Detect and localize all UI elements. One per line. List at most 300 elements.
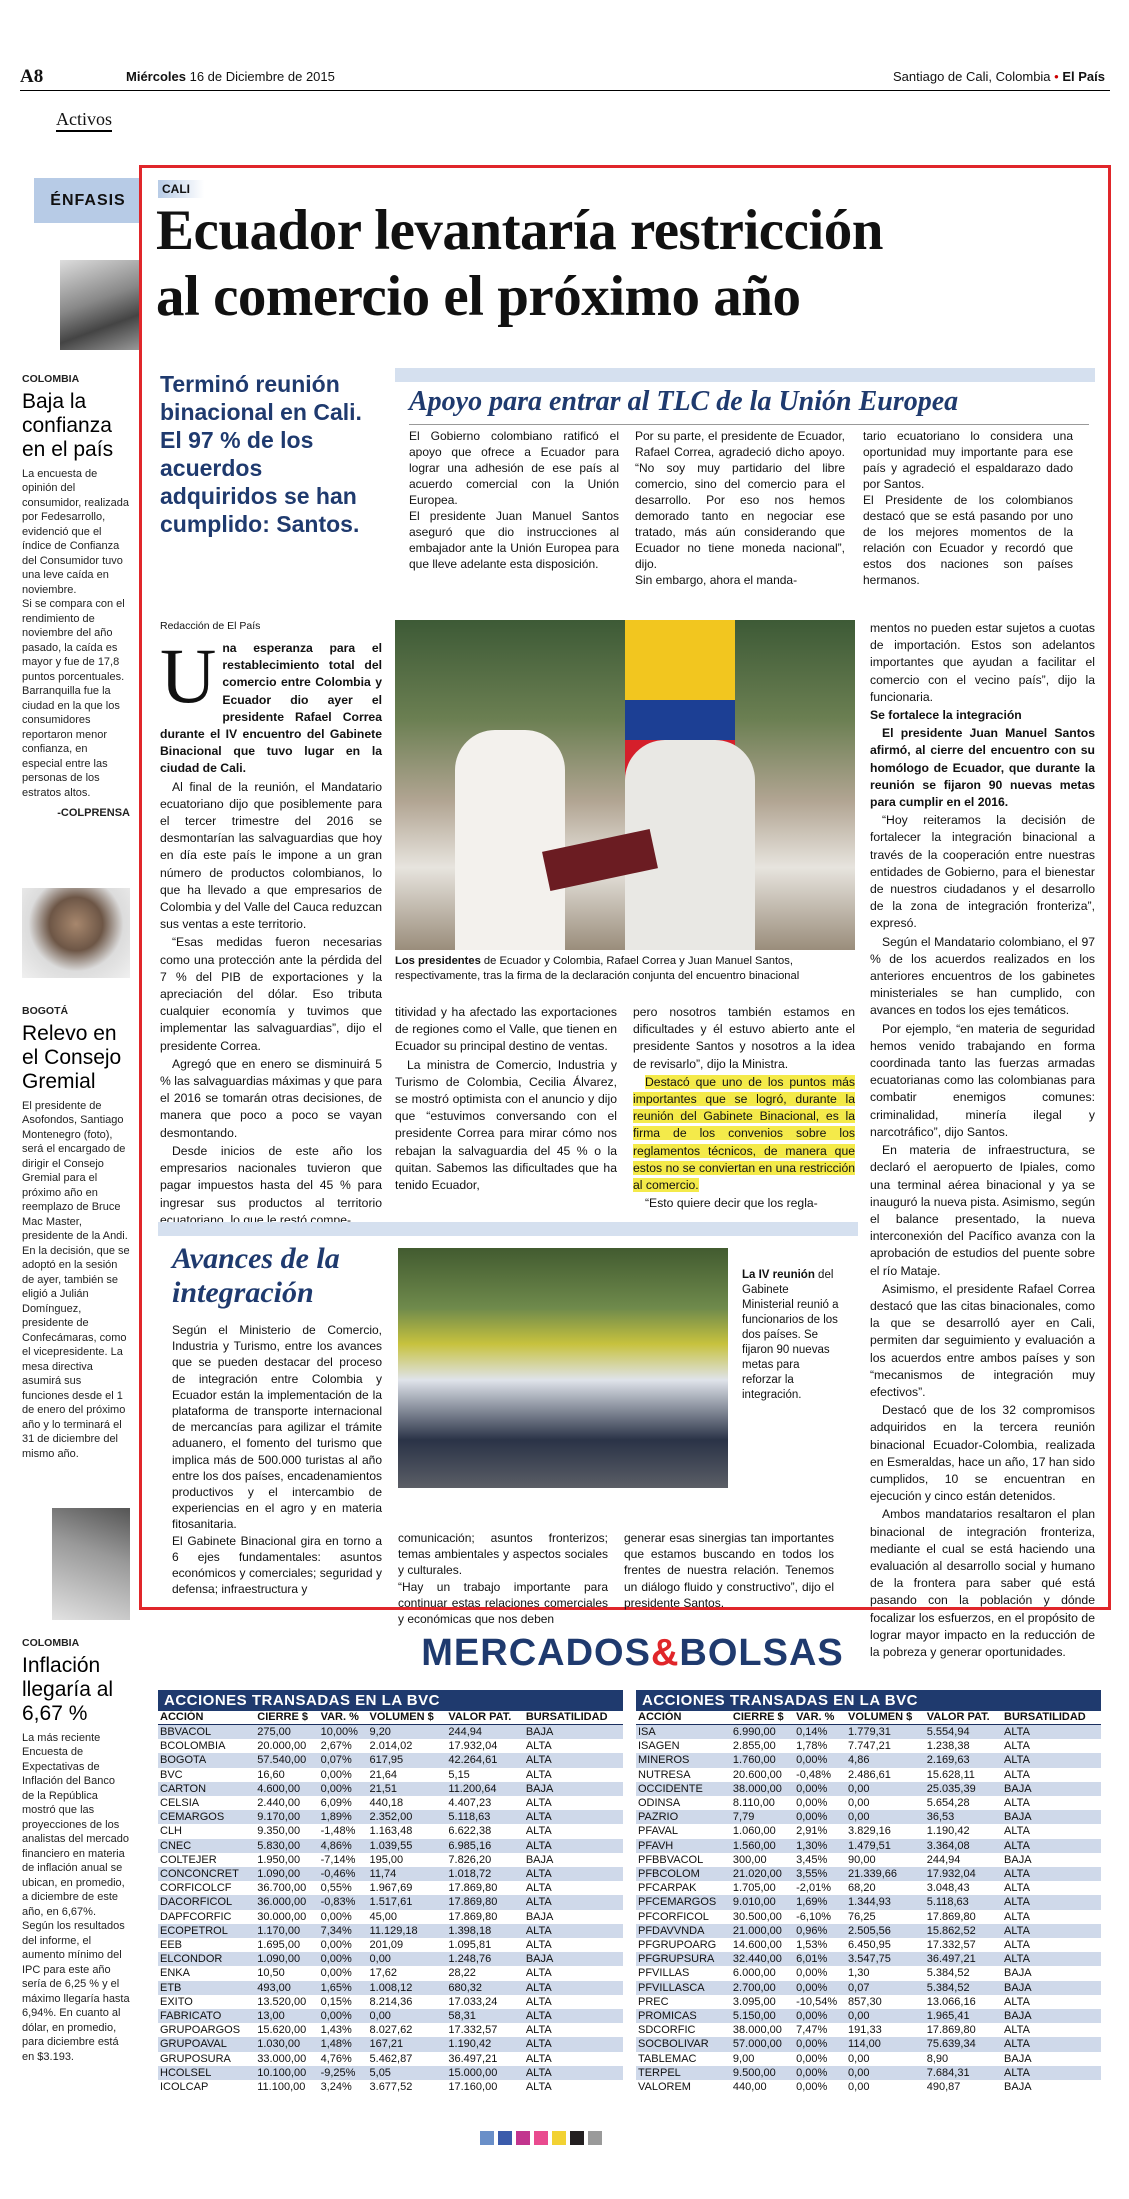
stock-cell: BAJA bbox=[525, 1853, 554, 1866]
stock-cell: 5.118,63 bbox=[446, 1810, 523, 1824]
stock-row bbox=[636, 1768, 1101, 1782]
sidebar-photo-2 bbox=[22, 888, 130, 978]
stock-cell: 5.118,63 bbox=[925, 1895, 1002, 1909]
stock-cell: 300,00 bbox=[732, 1853, 767, 1866]
stock-cell: 1.965,41 bbox=[925, 2009, 1002, 2023]
stock-cell: 7.747,21 bbox=[848, 1740, 891, 1753]
stock-cell: 7,34% bbox=[319, 1924, 368, 1938]
page-header bbox=[0, 0, 1129, 129]
stock-cell: 13,00 bbox=[255, 2009, 318, 2023]
stock-row bbox=[636, 1952, 1101, 1966]
stock-cell: VALOREM bbox=[638, 2081, 691, 2094]
stock-cell: NUTRESA bbox=[638, 1768, 691, 1781]
stock-cell: 1.560,00 bbox=[731, 1839, 794, 1853]
integration-box-col-3: generar esas sinergias tan importantes que estamos buscando en todos los frentes de nuestra relación. Tenemos un diálogo fluido y constructivo”, dijo el presidente Santos. bbox=[624, 1531, 834, 1610]
stock-cell: 1.248,76 bbox=[446, 1952, 523, 1966]
stock-cell: 5.462,87 bbox=[369, 2052, 413, 2065]
stock-cell: ALTA bbox=[1004, 1768, 1030, 1781]
stock-cell: ALTA bbox=[1002, 1924, 1101, 1938]
stock-cell: 1.030,00 bbox=[255, 2037, 318, 2051]
tlc-box-rule bbox=[409, 424, 1089, 425]
stock-cell: 9.350,00 bbox=[257, 1825, 301, 1838]
stock-cell: 10.100,00 bbox=[255, 2066, 318, 2080]
stock-cell: 17.932,04 bbox=[925, 1867, 1002, 1881]
stock-cell: 0,00 bbox=[846, 2009, 925, 2023]
stock-cell: ALTA bbox=[525, 1768, 552, 1781]
stock-cell: ENKA bbox=[160, 1967, 190, 1980]
sidebar-item-2 bbox=[22, 1004, 130, 1461]
stock-cell: ALTA bbox=[1004, 2024, 1030, 2037]
stock-row bbox=[158, 1938, 623, 1952]
stock-cell: 0,00 bbox=[848, 1797, 870, 1810]
stock-cell: 5.830,00 bbox=[255, 1839, 318, 1853]
stock-row bbox=[158, 1725, 623, 1740]
article-photo-presidents bbox=[395, 620, 866, 960]
integration-box-col-1: Según el Ministerio de Comercio, Industria y Turismo, entre los avances que se pueden destacar del proceso de integración entre Colombia y Ecuador están la implementación de la plataforma de transporte internacional de mercancías para agilizar el trámite aduanero, el fomento del turismo que implica más de 500.000 turistas al año entre los dos países, encadenamientos productivos y el intercambio de experiencias en el agro y en materia fitosanitaria. El Gabinete Binacional gira en torno a 6 ejes fundamentales: asuntos económicos y comerciales; seguridad y defensa; infraestructura y bbox=[172, 1323, 382, 1597]
stock-cell: ALTA bbox=[524, 2066, 623, 2080]
stock-cell: 1.170,00 bbox=[255, 1924, 318, 1938]
stock-cell: 0,00% bbox=[794, 1981, 846, 1995]
stock-cell: ALTA bbox=[524, 1924, 623, 1938]
stock-cell: 4.407,23 bbox=[448, 1797, 492, 1810]
stock-cell: BAJA bbox=[524, 1725, 623, 1740]
stock-cell: ALTA bbox=[1004, 1939, 1030, 1952]
stock-row bbox=[636, 1981, 1101, 1995]
stock-row bbox=[158, 1839, 623, 1853]
stock-cell: 9.170,00 bbox=[255, 1810, 318, 1824]
stock-cell: BAJA bbox=[1002, 2009, 1101, 2023]
stock-cell: PFBCOLOM bbox=[636, 1867, 731, 1881]
stock-cell: 33.000,00 bbox=[257, 2052, 307, 2065]
stock-cell: 0,00 bbox=[846, 1810, 925, 1824]
article-headline: Ecuador levantaría restricción al comercio el próximo año bbox=[156, 199, 883, 328]
stock-cell: -2,01% bbox=[796, 1882, 831, 1895]
stock-cell: 1.695,00 bbox=[257, 1939, 301, 1952]
stock-cell: 15.628,11 bbox=[926, 1768, 975, 1781]
stock-row bbox=[158, 1768, 623, 1782]
stock-cell: EEB bbox=[160, 1939, 183, 1952]
stock-cell: 28,22 bbox=[448, 1967, 476, 1980]
stock-cell: 1.479,51 bbox=[846, 1839, 925, 1853]
stock-cell: 0,55% bbox=[320, 1882, 352, 1895]
stock-cell: GRUPOAVAL bbox=[158, 2037, 255, 2051]
stock-cell: 15.862,52 bbox=[925, 1924, 1002, 1938]
stock-cell: 0,15% bbox=[320, 1995, 352, 2008]
page-number: A8 bbox=[20, 66, 44, 87]
stock-cell: 76,25 bbox=[848, 1910, 876, 1923]
stock-row bbox=[636, 1725, 1101, 1740]
stock-row bbox=[158, 2052, 623, 2066]
stock-cell: PFGRUPOARG bbox=[638, 1939, 717, 1952]
stock-cell: 6,09% bbox=[320, 1797, 352, 1810]
stock-cell: 244,94 bbox=[446, 1725, 523, 1740]
integration-photo bbox=[398, 1248, 739, 1523]
stock-cell: -0,46% bbox=[319, 1867, 368, 1881]
stock-cell: PFCORFICOL bbox=[638, 1910, 709, 1923]
stock-cell: ALTA bbox=[525, 1825, 552, 1838]
stock-cell: 1.398,18 bbox=[446, 1924, 523, 1938]
stock-row bbox=[158, 1739, 623, 1753]
stock-cell: 0,00% bbox=[794, 1782, 846, 1796]
stock-cell: DACORFICOL bbox=[158, 1895, 255, 1909]
header-day: Miércoles bbox=[126, 69, 186, 84]
stock-cell: 0,00% bbox=[320, 1910, 352, 1923]
stock-cell: ALTA bbox=[525, 2052, 552, 2065]
stock-cell: 0,00% bbox=[320, 1967, 352, 1980]
stock-cell: ALTA bbox=[525, 1995, 552, 2008]
stock-cell: 45,00 bbox=[369, 1910, 398, 1923]
article-kicker: CALI bbox=[158, 180, 204, 198]
stock-cell: 1.060,00 bbox=[732, 1825, 776, 1838]
stock-row bbox=[636, 2052, 1101, 2066]
stock-cell: 15.000,00 bbox=[446, 2066, 523, 2080]
stock-cell: 617,95 bbox=[368, 1753, 447, 1767]
stock-cell: 1.950,00 bbox=[257, 1853, 301, 1866]
sidebar-item-1-tag: COLOMBIA bbox=[22, 373, 80, 385]
stock-cell: 17.869,80 bbox=[926, 1910, 976, 1923]
stock-cell: 1.163,48 bbox=[369, 1825, 413, 1838]
stock-cell: 15.620,00 bbox=[257, 2024, 307, 2037]
stock-cell: ALTA bbox=[524, 2037, 623, 2051]
stock-cell: 1.090,00 bbox=[255, 1952, 318, 1966]
stock-cell: ECOPETROL bbox=[158, 1924, 255, 1938]
article-byline: Redacción de El País bbox=[160, 620, 261, 632]
stock-row bbox=[636, 1782, 1101, 1796]
stock-cell: CEMARGOS bbox=[158, 1810, 255, 1824]
stock-cell: 3.095,00 bbox=[732, 1995, 776, 2008]
stock-cell: -0,48% bbox=[796, 1768, 831, 1781]
stock-cell: 167,21 bbox=[368, 2037, 447, 2051]
article-deck: Terminó reunión binacional en Cali. El 97 % de los acuerdos adquiridos se han cumplido: Santos. bbox=[160, 371, 362, 537]
stock-cell: 195,00 bbox=[369, 1853, 404, 1866]
stock-cell: 1,30% bbox=[794, 1839, 846, 1853]
stock-cell: 38.000,00 bbox=[731, 1782, 794, 1796]
stock-cell: 9,20 bbox=[368, 1725, 447, 1740]
stock-cell: 14.600,00 bbox=[732, 1939, 782, 1952]
stock-cell: ALTA bbox=[1004, 1825, 1030, 1838]
sidebar-item-3-tag: COLOMBIA bbox=[22, 1637, 80, 1649]
stock-row bbox=[636, 1796, 1101, 1810]
sidebar-item-1 bbox=[22, 372, 130, 821]
stock-cell: ALTA bbox=[525, 1967, 552, 1980]
article-col-1: U na esperanza para el restablecimiento total del comercio entre Colombia y Ecuador dio ayer el presidente Rafael Correa durante el IV encuentro del Gabinete Binacional que tuvo lugar en la ciudad de Cali. Al final de la reunión, el Mandatario ecuatoriano dijo que posiblemente para el tercer trimestre del 2016 se desmontarían las salvaguardias que hoy en día este país le impone a un gran número de productos colombianos, lo que ha llevado a que empresarios de Colombia y del Valle del Cauca reduzcan sus ventas a este territorio. “Esas medidas fueron necesarias como una protección ante la pérdida del 7 % del PIB de exportaciones y la apreciación del dólar. Eso tributa cualquier economía y tuvimos que implementar las salvaguardias”, dijo el presidente Correa. Agregó que en enero se disminuirá 5 % las salvaguardias máximas y que para el 2016 se tomarán otras decisiones, de manera que poco a poco se vayan desmontando. Desde inicios de este año los empresarios nacionales tuvieron que pagar impuestos hasta del 45 % para ingresar sus productos al territorio ecuatoriano, lo que le restó compe- bbox=[160, 632, 382, 1227]
stock-cell: 2,67% bbox=[320, 1740, 352, 1753]
stock-cell: 6,01% bbox=[794, 1952, 846, 1966]
stock-cell: ALTA bbox=[1002, 2037, 1101, 2051]
stock-cell: 3,45% bbox=[796, 1853, 828, 1866]
stock-cell: ALTA bbox=[524, 1981, 623, 1995]
stock-cell: ALTA bbox=[525, 1882, 552, 1895]
stock-cell: ALTA bbox=[524, 1895, 623, 1909]
stock-cell: BAJA bbox=[1004, 1967, 1032, 1980]
stock-cell: 36.497,21 bbox=[448, 2052, 498, 2065]
stock-cell: 1.967,69 bbox=[369, 1882, 413, 1895]
color-swatch bbox=[588, 2131, 602, 2145]
stock-cell: 3.547,75 bbox=[846, 1952, 925, 1966]
stock-cell: 13.066,16 bbox=[926, 1995, 976, 2008]
stock-cell: 191,33 bbox=[848, 2024, 882, 2037]
stock-cell: 42.264,61 bbox=[446, 1753, 523, 1767]
stock-row bbox=[636, 1881, 1101, 1895]
stock-cell: 1.190,42 bbox=[446, 2037, 523, 2051]
photo-1-credit: JOSÉ LUIS GUZMÁN | EL PAÍS bbox=[859, 860, 866, 960]
tlc-box-col-3: tario ecuatoriano lo considera una oportunidad muy importante para ese país y agradeció el espaldarazo dado por Santos. El Presidente de los colombianos destacó que se está pasando por uno de los mejores momentos de la relación con Ecuador y recordó que estos dos naciones son países hermanos. bbox=[863, 429, 1073, 587]
stock-cell: -9,25% bbox=[319, 2066, 368, 2080]
stock-cell: CARTON bbox=[158, 1782, 255, 1796]
highlighted-quote: Destacó que uno de los puntos más importantes que se logró, durante la reunión del Gabinete Binacional, es la firma de los convenios sobre los reglamentos técnicos, de manera que estos no se conviertan en una restricción al comercio. bbox=[633, 1074, 855, 1193]
stock-row bbox=[636, 1995, 1101, 2009]
stock-cell: 114,00 bbox=[846, 2037, 925, 2051]
stock-row bbox=[158, 1910, 623, 1924]
stock-cell: 1,69% bbox=[794, 1895, 846, 1909]
stock-row bbox=[636, 2037, 1101, 2051]
stock-cell: FABRICATO bbox=[158, 2009, 255, 2023]
stock-cell: 1,53% bbox=[796, 1939, 828, 1952]
stock-cell: 5.554,94 bbox=[925, 1725, 1002, 1740]
stock-cell: 21.020,00 bbox=[731, 1867, 794, 1881]
color-swatch bbox=[498, 2131, 512, 2145]
stock-cell: 3,55% bbox=[794, 1867, 846, 1881]
integration-box-col-2: comunicación; asuntos fronterizos; temas ambientales y aspectos sociales y culturales. “Hay un trabajo importante para continuar estas relaciones comerciales y económicas que nos deben bbox=[398, 1531, 608, 1627]
sidebar-item-2-head: Relevo en el Consejo Gremial bbox=[22, 1021, 122, 1093]
color-swatch bbox=[516, 2131, 530, 2145]
stock-row bbox=[158, 1981, 623, 1995]
stock-cell: 0,14% bbox=[794, 1725, 846, 1740]
stock-cell: ALTA bbox=[525, 1797, 552, 1810]
stock-cell: 7.826,20 bbox=[448, 1853, 492, 1866]
stock-cell: -6,10% bbox=[796, 1910, 831, 1923]
integration-box-title: Avances de la integración bbox=[172, 1242, 340, 1309]
market-table-left-title: ACCIONES TRANSADAS EN LA BVC bbox=[158, 1690, 623, 1711]
stock-cell: 10,50 bbox=[257, 1967, 285, 1980]
stock-cell: 20.000,00 bbox=[257, 1740, 307, 1753]
stock-cell: CLH bbox=[160, 1825, 183, 1838]
stock-row bbox=[636, 1824, 1101, 1838]
sidebar-item-3-body: La más reciente Encuesta de Expectativas de Inflación del Banco de la República mostró que las proyecciones de los analistas del mercado financiero en materia de inflación anual se ubican, en promedio, a diciembre de este año, en 6,67%. Según los resultados del informe, el aumento mínimo del IPC para este año sería de 6,25 % y el máximo llegaría hasta 6,94%. En cuanto al dólar, en promedio, para diciembre está en $3.193. bbox=[22, 1731, 130, 2063]
sidebar bbox=[22, 178, 132, 2098]
stock-cell: 11.129,18 bbox=[368, 1924, 447, 1938]
stock-cell: 1.779,31 bbox=[846, 1725, 925, 1740]
stock-cell: 13.520,00 bbox=[257, 1995, 307, 2008]
stock-cell: ALTA bbox=[525, 2024, 552, 2037]
stock-cell: 9,00 bbox=[732, 2052, 755, 2065]
stock-cell: 75.639,34 bbox=[925, 2037, 1002, 2051]
stock-cell: -0,83% bbox=[319, 1895, 368, 1909]
stock-cell: 21.339,66 bbox=[846, 1867, 925, 1881]
stock-cell: PFCARPAK bbox=[638, 1882, 697, 1895]
header-location: Santiago de Cali, Colombia • El País bbox=[893, 69, 1105, 84]
stock-cell: 4,86% bbox=[319, 1839, 368, 1853]
stock-cell: 5,15 bbox=[448, 1768, 470, 1781]
stock-cell: 8.214,36 bbox=[369, 1995, 413, 2008]
stock-cell: 244,94 bbox=[926, 1853, 961, 1866]
stock-cell: ALTA bbox=[524, 1867, 623, 1881]
stock-cell: 1,48% bbox=[319, 2037, 368, 2051]
stock-cell: ALTA bbox=[524, 2009, 623, 2023]
market-table-left bbox=[158, 1690, 623, 2094]
stock-cell: 1.095,81 bbox=[448, 1939, 492, 1952]
sidebar-item-1-body: La encuesta de opinión del consumidor, realizada por Fedesarrollo, evidenció que el índice de Confianza del Consumidor tuvo una leve caída en noviembre. Si se compara con el rendimiento de noviembre del año pasado, la caída es mayor y fue de 17,8 puntos porcentuales. Barranquilla fue la ciudad en la que los consumidores reportaron menor confianza, en especial entre las personas de los estratos altos. bbox=[22, 467, 130, 799]
market-title: MERCADOS&BOLSAS bbox=[421, 1632, 844, 1674]
sidebar-item-3 bbox=[22, 1636, 130, 2064]
tlc-box-col-2: Por su parte, el presidente de Ecuador, Rafael Correa, agradeció dicho apoyo. “No soy muy partidario del libre comercio, sino del comercio para el desarrollo. Por eso nos hemos demorado tanto en negociar ese tratado, más aún considerando que Ecuador no tiene moneda nacional”, dijo. Sin embargo, ahora el manda- bbox=[635, 429, 845, 587]
stock-cell: 275,00 bbox=[255, 1725, 318, 1740]
stock-cell: 1.344,93 bbox=[846, 1895, 925, 1909]
stock-cell: 30.500,00 bbox=[732, 1910, 782, 1923]
stock-row bbox=[158, 1782, 623, 1796]
stock-cell: ALTA bbox=[1002, 1952, 1101, 1966]
stock-row bbox=[158, 2023, 623, 2037]
stock-cell: SOCBOLIVAR bbox=[636, 2037, 731, 2051]
sidebar-item-2-body: El presidente de Asofondos, Santiago Montenegro (foto), será el encargado de dirigir el Consejo Gremial para el próximo año en reemplazo de Bruce Mac Master, presidente de la Andi. En la decisión, que se adoptó en la sesión de ayer, también se eligió a Julián Domínguez, presidente de Confecámaras, como el vicepresidente. La mesa directiva asumirá sus funciones desde el 1 de enero del próximo año y lo terminará el 31 de diciembre del mismo año. bbox=[22, 1099, 130, 1460]
stock-table-left: ACCIÓN CIERRE $ VAR. % VOLUMEN $ VALOR PAT. BURSATILIDAD BBVACOL 275,00 10,00% 9,20 244,94 BAJA BCOLOMBIA 20.000,00 2,67% 2.014,02 17.932,04 ALTA BOGOTA 57.540,00 0,07% 617,95 42.264,61 ALTA BVC 16,60 0,00% 21,64 5,15 ALTA CARTON 4.600,00 0,00% 21,51 11.200,64 BAJA CELSIA 2.440,00 6,09% 440,18 4.407,23 ALTA CEMARGOS 9.170,00 1,89% 2.352,00 5.118,63 ALTA CLH 9.350,00 -1,48% 1.163,48 6.622,38 ALTA CNEC 5.830,00 4,86% 1.039,55 6.985,16 ALTA COLTEJER 1.950,00 -7,14% 195,00 7.826,20 BAJA CONCONCRET 1.090,00 -0,46% 11,74 1.018,72 ALTA CORFICOLCF 36.700,00 0,55% 1.967,69 17.869,80 ALTA DACORFICOL 36.000,00 -0,83% 1.517,61 17.869,80 ALTA DAPFCORFIC 30.000,00 0,00% 45,00 17.869,80 BAJA ECOPETROL 1.170,00 7,34% 11.129,18 1.398,18 ALTA EEB 1.695,00 0,00% 201,09 1.095,81 ALTA ELCONDOR 1.090,00 0,00% 0,00 1.248,76 BAJA ENKA 10,50 0,00% 17,62 28,22 ALTA ETB 493,00 1,65% 1.008,12 680,32 ALTA EXITO 13.520,00 0,15% 8.214,36 17.033,24 ALTA FABRICATO 13,00 0,00% 0,00 58,31 ALTA GRUPOARGOS 15.620,00 1,43% 8.027,62 17.332,57 ALTA GRUPOAVAL 1.030,00 1,48% 167,21 1.190,42 ALTA GRUPOSURA 33.000,00 4,76% 5.462,87 36.497,21 ALTA HCOLSEL 10.100,00 -9,25% 5,05 15.000,00 ALTA ICOLCAP 11.100,00 3,24% 3.677,52 17.160,00 ALTA bbox=[158, 1711, 623, 2094]
stock-cell: 1.705,00 bbox=[732, 1882, 776, 1895]
header-rule bbox=[20, 90, 1110, 91]
stock-cell: 0,00% bbox=[319, 1782, 368, 1796]
stock-row bbox=[636, 1910, 1101, 1924]
stock-cell: BCOLOMBIA bbox=[160, 1740, 226, 1753]
stock-cell: ALTA bbox=[1002, 1895, 1101, 1909]
stock-cell: 36.497,21 bbox=[925, 1952, 1002, 1966]
stock-cell: BOGOTA bbox=[158, 1753, 255, 1767]
stock-cell: ALTA bbox=[1004, 1797, 1030, 1810]
tlc-box-title: Apoyo para entrar al TLC de la Unión Europea bbox=[409, 386, 959, 417]
stock-cell: 2.700,00 bbox=[731, 1981, 794, 1995]
stock-cell: -7,14% bbox=[320, 1853, 356, 1866]
color-registration-bar bbox=[480, 2131, 602, 2145]
stock-row bbox=[636, 1966, 1101, 1980]
stock-row bbox=[636, 1810, 1101, 1824]
stock-row bbox=[636, 1938, 1101, 1952]
stock-cell: 36,53 bbox=[925, 1810, 1002, 1824]
stock-cell: 38.000,00 bbox=[732, 2024, 782, 2037]
stock-cell: 3.829,16 bbox=[848, 1825, 891, 1838]
stock-cell: PFBBVACOL bbox=[638, 1853, 704, 1866]
stock-row bbox=[636, 1895, 1101, 1909]
stock-row bbox=[158, 2066, 623, 2080]
stock-cell: 0,00 bbox=[846, 2066, 925, 2080]
stock-cell: 0,00% bbox=[320, 1939, 352, 1952]
stock-row bbox=[158, 1853, 623, 1867]
stock-cell: 2.486,61 bbox=[848, 1768, 891, 1781]
stock-cell: 5,05 bbox=[368, 2066, 447, 2080]
sidebar-photo-3 bbox=[52, 1508, 130, 1620]
stock-row bbox=[158, 1924, 623, 1938]
color-swatch bbox=[534, 2131, 548, 2145]
stock-cell: 17.160,00 bbox=[448, 2081, 498, 2094]
stock-cell: 0,00% bbox=[320, 1768, 352, 1781]
stock-cell: 5.150,00 bbox=[731, 2009, 794, 2023]
header-date bbox=[126, 69, 335, 84]
stock-cell: 0,00 bbox=[848, 2052, 870, 2065]
stock-cell: 0,00% bbox=[794, 2066, 846, 2080]
stock-cell: PFVILLASCA bbox=[636, 1981, 731, 1995]
stock-cell: OCCIDENTE bbox=[636, 1782, 731, 1796]
stock-cell: 9.010,00 bbox=[731, 1895, 794, 1909]
stock-cell: COLTEJER bbox=[160, 1853, 217, 1866]
sidebar-item-3-head: Inflación llegaría al 6,67 % bbox=[22, 1653, 114, 1725]
stock-cell: 1,30 bbox=[848, 1967, 870, 1980]
market-table-right-title: ACCIONES TRANSADAS EN LA BVC bbox=[636, 1690, 1101, 1711]
stock-cell: 9.500,00 bbox=[731, 2066, 794, 2080]
stock-cell: PFVILLAS bbox=[638, 1967, 690, 1980]
market-table-right bbox=[636, 1690, 1101, 2094]
stock-cell: ALTA bbox=[1002, 2066, 1101, 2080]
stock-row bbox=[158, 2009, 623, 2023]
stock-cell: DAPFCORFIC bbox=[160, 1910, 232, 1923]
section-label: Activos bbox=[56, 108, 112, 132]
stock-cell: 32.440,00 bbox=[731, 1952, 794, 1966]
stock-row bbox=[158, 2037, 623, 2051]
stock-cell: 2.855,00 bbox=[732, 1740, 776, 1753]
stock-cell: ALTA bbox=[524, 1839, 623, 1853]
stock-cell: PREC bbox=[638, 1995, 669, 2008]
stock-cell: -10,54% bbox=[796, 1995, 838, 2008]
stock-cell: 1.760,00 bbox=[731, 1753, 794, 1767]
stock-cell: 57.540,00 bbox=[255, 1753, 318, 1767]
stock-row bbox=[158, 1881, 623, 1895]
stock-cell: 8.110,00 bbox=[732, 1797, 775, 1810]
integration-box bbox=[158, 1222, 858, 1627]
stock-cell: 1,65% bbox=[319, 1981, 368, 1995]
color-swatch bbox=[480, 2131, 494, 2145]
stock-cell: 4,76% bbox=[320, 2052, 352, 2065]
stock-cell: 0,00% bbox=[319, 2009, 368, 2023]
stock-cell: 0,00% bbox=[796, 1797, 828, 1810]
stock-cell: ALTA bbox=[1004, 1995, 1030, 2008]
stock-row bbox=[158, 2080, 623, 2094]
stock-cell: 7,79 bbox=[731, 1810, 794, 1824]
stock-row bbox=[158, 1796, 623, 1810]
stock-cell: 1.039,55 bbox=[368, 1839, 447, 1853]
stock-cell: 0,00% bbox=[794, 1753, 846, 1767]
stock-cell: ALTA bbox=[525, 2081, 552, 2094]
stock-cell: 11.100,00 bbox=[257, 2081, 306, 2094]
stock-cell: PFAVH bbox=[636, 1839, 731, 1853]
stock-cell: ALTA bbox=[1004, 1882, 1030, 1895]
stock-cell: 493,00 bbox=[255, 1981, 318, 1995]
stock-cell: CELSIA bbox=[160, 1797, 200, 1810]
stock-cell: 1.190,42 bbox=[926, 1825, 970, 1838]
stock-cell: BVC bbox=[160, 1768, 183, 1781]
stock-row bbox=[158, 1952, 623, 1966]
stock-cell: BAJA bbox=[1002, 1782, 1101, 1796]
stock-cell: SDCORFIC bbox=[638, 2024, 696, 2037]
stock-cell: ALTA bbox=[1002, 1867, 1101, 1881]
stock-cell: 2.505,56 bbox=[846, 1924, 925, 1938]
stock-cell: 6.622,38 bbox=[448, 1825, 492, 1838]
stock-cell: TABLEMAC bbox=[638, 2052, 697, 2065]
stock-cell: 8.027,62 bbox=[369, 2024, 413, 2037]
stock-cell: ICOLCAP bbox=[160, 2081, 209, 2094]
stock-cell: ALTA bbox=[525, 1939, 552, 1952]
subhead-integracion: Se fortalece la integración bbox=[870, 708, 1022, 723]
stock-cell: ALTA bbox=[1002, 1725, 1101, 1740]
tlc-box bbox=[395, 368, 1095, 600]
stock-cell: 21.000,00 bbox=[731, 1924, 794, 1938]
color-swatch bbox=[570, 2131, 584, 2145]
stock-row bbox=[158, 1895, 623, 1909]
stock-cell: -1,48% bbox=[320, 1825, 356, 1838]
photo-1-caption: Los presidentes de Ecuador y Colombia, Rafael Correa y Juan Manuel Santos, respectivamente, tras la firma de la declaración conjunta del encuentro binacional bbox=[395, 955, 800, 982]
stock-cell: HCOLSEL bbox=[158, 2066, 255, 2080]
stock-cell: BAJA bbox=[1004, 2052, 1032, 2065]
stock-cell: 90,00 bbox=[848, 1853, 876, 1866]
stock-cell: 2,91% bbox=[796, 1825, 828, 1838]
stock-row bbox=[636, 1839, 1101, 1853]
sidebar-item-1-sig: -COLPRENSA bbox=[57, 807, 130, 819]
stock-cell: ISAGEN bbox=[638, 1740, 680, 1753]
